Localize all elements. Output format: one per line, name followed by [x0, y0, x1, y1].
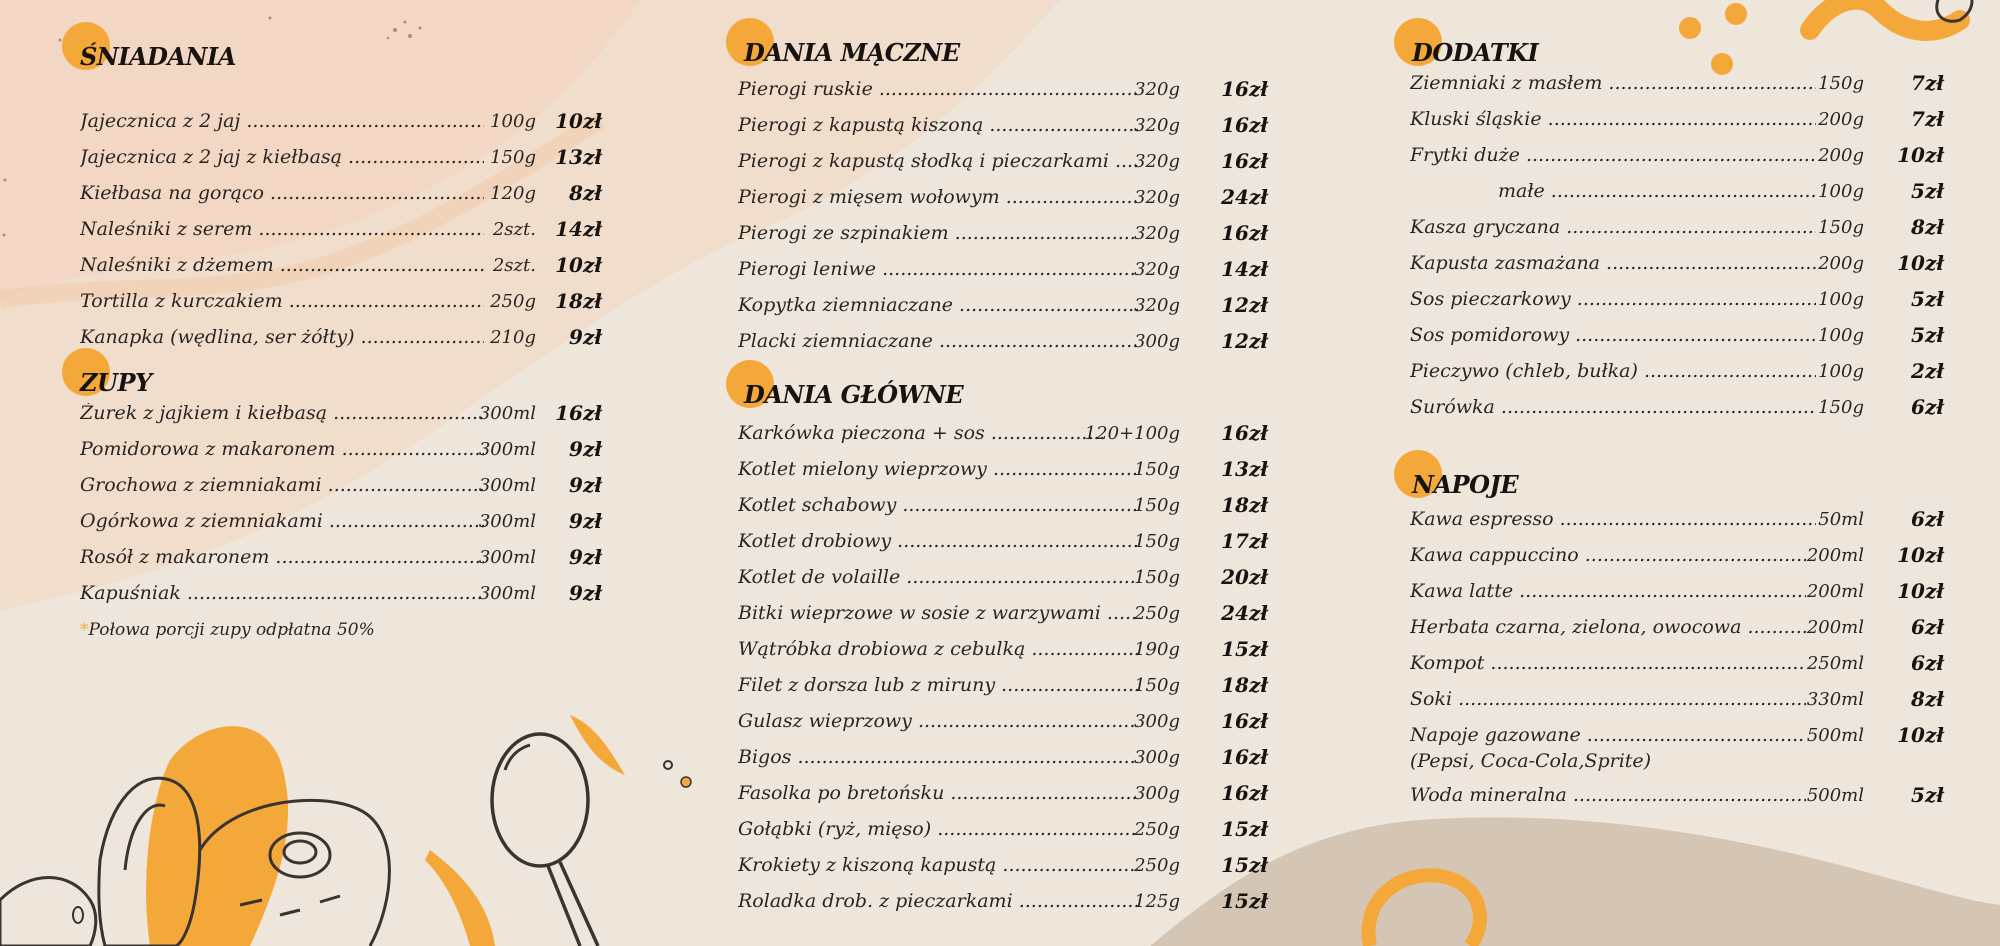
item-price: 17zł: [1221, 529, 1268, 553]
item-quantity: 320g: [1134, 295, 1180, 317]
menu-item: [1410, 178, 1944, 206]
item-quantity: 250g: [490, 291, 536, 313]
item-price: 10zł: [1897, 543, 1944, 567]
menu-item: [80, 144, 602, 172]
menu-item: [80, 108, 602, 136]
menu-item: [738, 492, 1268, 520]
item-price: 10zł: [1897, 251, 1944, 275]
menu-item: [738, 292, 1268, 320]
menu-item: [738, 888, 1268, 916]
item-price: 7zł: [1911, 107, 1944, 131]
menu-item: [1410, 542, 1944, 570]
item-quantity: 100g: [1818, 325, 1864, 347]
item-name: Fasolka po bretońsku .....: [738, 783, 1138, 804]
item-quantity: 320g: [1134, 115, 1180, 137]
item-quantity: 150g: [1818, 73, 1864, 95]
item-name: Kotlet mielony wieprzowy .....: [738, 459, 1138, 480]
item-name: Kawa latte .....: [1410, 581, 1806, 602]
item-price: 10zł: [1897, 143, 1944, 167]
item-quantity: 120+100g: [1084, 423, 1180, 445]
item-quantity: 2szt.: [492, 255, 536, 277]
item-name: Karkówka pieczona + sos .....: [738, 423, 1103, 444]
item-name: Kompot .....: [1410, 653, 1806, 674]
menu-item: [738, 816, 1268, 844]
item-quantity: 300ml: [478, 475, 536, 497]
item-price: 9zł: [569, 437, 602, 461]
menu-item: [1410, 578, 1944, 606]
item-name: Jajecznica z 2 jaj .....: [80, 111, 484, 132]
item-name: Woda mineralna .....: [1410, 785, 1806, 806]
item-quantity: 200ml: [1806, 545, 1864, 567]
item-price: 16zł: [1221, 221, 1268, 245]
section-title: ZUPY: [80, 368, 152, 397]
menu-item: [738, 220, 1268, 248]
item-quantity: 320g: [1134, 259, 1180, 281]
item-price: 16zł: [555, 401, 602, 425]
item-name: Kapuśniak .....: [80, 583, 484, 604]
menu-item: [738, 600, 1268, 628]
menu-item: [738, 780, 1268, 808]
item-name: Pierogi z kapustą słodką i pieczarkami .....: [738, 151, 1138, 172]
item-price: 5zł: [1911, 783, 1944, 807]
menu-item: [1410, 70, 1944, 98]
menu-item: [738, 184, 1268, 212]
item-name: Kluski śląskie .....: [1410, 109, 1816, 130]
section-title: ŚNIADANIA: [80, 42, 236, 71]
item-name: Naleśniki z dżemem .....: [80, 255, 484, 276]
item-quantity: 330ml: [1806, 689, 1864, 711]
item-quantity: 125g: [1134, 891, 1180, 913]
menu-item: [738, 76, 1268, 104]
item-name: Jajecznica z 2 jaj z kiełbasą .....: [80, 147, 484, 168]
menu-item: [1410, 358, 1944, 386]
item-price: 9zł: [569, 325, 602, 349]
menu-item: [1410, 322, 1944, 350]
item-name: Rosół z makaronem .....: [80, 547, 484, 568]
item-quantity: 300g: [1134, 331, 1180, 353]
menu-item: [1410, 250, 1944, 278]
item-name: Filet z dorsza lub z miruny .....: [738, 675, 1138, 696]
item-quantity: 150g: [1818, 217, 1864, 239]
item-name: Pomidorowa z makaronem .....: [80, 439, 484, 460]
menu-item: [1410, 506, 1944, 534]
item-name: Placki ziemniaczane .....: [738, 331, 1138, 352]
item-quantity: 150g: [490, 147, 536, 169]
menu-item: [80, 400, 602, 428]
item-price: 24zł: [1221, 601, 1268, 625]
menu-item: [1410, 686, 1944, 714]
menu-item: [738, 328, 1268, 356]
item-quantity: 100g: [490, 111, 536, 133]
menu-item: [1410, 214, 1944, 242]
item-quantity: 210g: [490, 327, 536, 349]
item-price: 9zł: [569, 509, 602, 533]
menu-item: [738, 420, 1268, 448]
item-name: Sos pomidorowy .....: [1410, 325, 1816, 346]
item-quantity: 150g: [1134, 531, 1180, 553]
item-name: Krokiety z kiszoną kapustą .....: [738, 855, 1138, 876]
item-name: Gołąbki (ryż, mięso) .....: [738, 819, 1138, 840]
menu-item: [738, 456, 1268, 484]
item-quantity: 320g: [1134, 151, 1180, 173]
item-price: 5zł: [1911, 179, 1944, 203]
item-price: 6zł: [1911, 507, 1944, 531]
menu-item: [1410, 722, 1944, 750]
item-quantity: 150g: [1134, 459, 1180, 481]
item-price: 7zł: [1911, 71, 1944, 95]
menu-item: [1410, 782, 1944, 810]
menu-item: [738, 852, 1268, 880]
item-price: 15zł: [1221, 817, 1268, 841]
item-quantity: 100g: [1818, 361, 1864, 383]
soup-note: *Połowa porcji zupy odpłatna 50%: [80, 620, 375, 640]
item-name: Pierogi z mięsem wołowym .....: [738, 187, 1138, 208]
item-name: Kapusta zasmażana .....: [1410, 253, 1816, 274]
item-name: Kanapka (wędlina, ser żółty) .....: [80, 327, 484, 348]
menu-item: [1410, 142, 1944, 170]
item-name: Kopytka ziemniaczane .....: [738, 295, 1138, 316]
item-price: 6zł: [1911, 615, 1944, 639]
item-quantity: 500ml: [1806, 785, 1864, 807]
item-quantity: 200g: [1818, 109, 1864, 131]
item-name: Wątróbka drobiowa z cebulką .....: [738, 639, 1138, 660]
item-quantity: 2szt.: [492, 219, 536, 241]
item-price: 16zł: [1221, 421, 1268, 445]
item-quantity: 150g: [1818, 397, 1864, 419]
item-name: Pierogi ze szpinakiem .....: [738, 223, 1138, 244]
section-title: DANIA MĄCZNE: [744, 38, 960, 67]
item-quantity: 190g: [1134, 639, 1180, 661]
section-title: DODATKI: [1412, 38, 1539, 67]
item-quantity: 300ml: [478, 403, 536, 425]
item-price: 15zł: [1221, 889, 1268, 913]
item-quantity: 300g: [1134, 783, 1180, 805]
item-price: 13zł: [1221, 457, 1268, 481]
item-name: Tortilla z kurczakiem .....: [80, 291, 484, 312]
item-name: Pierogi ruskie .....: [738, 79, 1138, 100]
menu-item: [738, 672, 1268, 700]
menu-item: [1410, 394, 1944, 422]
item-price: 16zł: [1221, 149, 1268, 173]
star-icon: *: [80, 620, 89, 640]
item-quantity: 250g: [1134, 603, 1180, 625]
item-name: Herbata czarna, zielona, owocowa .....: [1410, 617, 1806, 638]
menu-item: [738, 148, 1268, 176]
item-name: Pieczywo (chleb, bułka) .....: [1410, 361, 1816, 382]
item-quantity: 320g: [1134, 79, 1180, 101]
item-quantity: 500ml: [1806, 725, 1864, 747]
item-price: 18zł: [1221, 493, 1268, 517]
item-quantity: 100g: [1818, 289, 1864, 311]
menu-item: [738, 528, 1268, 556]
item-price: 10zł: [555, 109, 602, 133]
item-price: 16zł: [1221, 113, 1268, 137]
item-quantity: 150g: [1134, 567, 1180, 589]
item-price: 6zł: [1911, 651, 1944, 675]
item-name: Pierogi leniwe .....: [738, 259, 1138, 280]
item-quantity: 200g: [1818, 145, 1864, 167]
item-price: 8zł: [1911, 687, 1944, 711]
item-name: Kotlet de volaille .....: [738, 567, 1138, 588]
item-quantity: 320g: [1134, 223, 1180, 245]
item-quantity: 250g: [1134, 855, 1180, 877]
item-price: 16zł: [1221, 781, 1268, 805]
item-quantity: 200ml: [1806, 617, 1864, 639]
item-price: 20zł: [1221, 565, 1268, 589]
item-name: Kotlet schabowy .....: [738, 495, 1138, 516]
item-name: Napoje gazowane .....: [1410, 725, 1806, 746]
item-quantity: 300g: [1134, 711, 1180, 733]
item-name: Frytki duże .....: [1410, 145, 1816, 166]
item-quantity: 250g: [1134, 819, 1180, 841]
menu-item: [80, 544, 602, 572]
item-name: Kawa cappuccino .....: [1410, 545, 1806, 566]
item-price: 16zł: [1221, 745, 1268, 769]
menu-item: [80, 436, 602, 464]
menu-item: [80, 288, 602, 316]
item-name: Kiełbasa na gorąco .....: [80, 183, 484, 204]
menu-item: [738, 564, 1268, 592]
item-name: Ogórkowa z ziemniakami .....: [80, 511, 484, 532]
item-quantity: 50ml: [1818, 509, 1864, 531]
menu-item: [80, 180, 602, 208]
item-name: Kotlet drobiowy .....: [738, 531, 1138, 552]
item-price: 14zł: [1221, 257, 1268, 281]
item-price: 13zł: [555, 145, 602, 169]
item-name: Kawa espresso .....: [1410, 509, 1816, 530]
item-name: Naleśniki z serem .....: [80, 219, 484, 240]
item-price: 14zł: [555, 217, 602, 241]
item-price: 10zł: [1897, 723, 1944, 747]
item-price: 9zł: [569, 545, 602, 569]
item-price: 8zł: [569, 181, 602, 205]
item-price: 5zł: [1911, 287, 1944, 311]
item-quantity: 320g: [1134, 187, 1180, 209]
menu-item: [80, 252, 602, 280]
menu-item: [80, 324, 602, 352]
item-name: Żurek z jajkiem i kiełbasą .....: [80, 403, 484, 424]
item-price: 16zł: [1221, 709, 1268, 733]
item-price: 24zł: [1221, 185, 1268, 209]
menu-item: [738, 708, 1268, 736]
menu-item: [738, 112, 1268, 140]
item-name: Surówka .....: [1410, 397, 1816, 418]
item-quantity: 150g: [1134, 495, 1180, 517]
menu-item: [1410, 614, 1944, 642]
item-quantity: 150g: [1134, 675, 1180, 697]
menu-item: [80, 216, 602, 244]
item-price: 12zł: [1221, 293, 1268, 317]
item-quantity: 120g: [490, 183, 536, 205]
item-name: Sos pieczarkowy .....: [1410, 289, 1816, 310]
item-price: 8zł: [1911, 215, 1944, 239]
item-price: 12zł: [1221, 329, 1268, 353]
item-quantity: 100g: [1818, 181, 1864, 203]
item-quantity: 300ml: [478, 511, 536, 533]
item-quantity: 300ml: [478, 583, 536, 605]
item-name: Soki .....: [1410, 689, 1806, 710]
item-price: 2zł: [1911, 359, 1944, 383]
item-name: Bigos .....: [738, 747, 1138, 768]
item-quantity: 200g: [1818, 253, 1864, 275]
menu-item: [738, 256, 1268, 284]
menu-item: [80, 472, 602, 500]
section-title: NAPOJE: [1412, 470, 1519, 499]
item-price: 18zł: [1221, 673, 1268, 697]
item-name: Roladka drob. z pieczarkami .....: [738, 891, 1138, 912]
item-name: małe .....: [1498, 181, 1816, 202]
menu-item: [1410, 286, 1944, 314]
menu-item: [80, 580, 602, 608]
item-quantity: 300ml: [478, 439, 536, 461]
item-name: Bitki wieprzowe w sosie z warzywami .....: [738, 603, 1138, 624]
menu-item: [80, 508, 602, 536]
item-name: Ziemniaki z masłem .....: [1410, 73, 1816, 94]
item-price: 15zł: [1221, 853, 1268, 877]
section-title: DANIA GŁÓWNE: [744, 380, 964, 409]
menu-item: [1410, 106, 1944, 134]
item-price: 6zł: [1911, 395, 1944, 419]
item-quantity: 250ml: [1806, 653, 1864, 675]
item-quantity: 300g: [1134, 747, 1180, 769]
item-price: 10zł: [555, 253, 602, 277]
item-name: Gulasz wieprzowy .....: [738, 711, 1138, 732]
item-price: 5zł: [1911, 323, 1944, 347]
item-quantity: 200ml: [1806, 581, 1864, 603]
menu-item-subline: (Pepsi, Coca-Cola,Sprite): [1410, 750, 1652, 772]
item-quantity: 300ml: [478, 547, 536, 569]
menu-item: [738, 636, 1268, 664]
menu-item: [1410, 650, 1944, 678]
menu-item: [738, 744, 1268, 772]
item-price: 15zł: [1221, 637, 1268, 661]
item-price: 9zł: [569, 581, 602, 605]
item-name: Pierogi z kapustą kiszoną .....: [738, 115, 1138, 136]
item-price: 16zł: [1221, 77, 1268, 101]
item-price: 9zł: [569, 473, 602, 497]
item-price: 10zł: [1897, 579, 1944, 603]
item-name: Grochowa z ziemniakami .....: [80, 475, 484, 496]
item-name: Kasza gryczana .....: [1410, 217, 1816, 238]
item-price: 18zł: [555, 289, 602, 313]
